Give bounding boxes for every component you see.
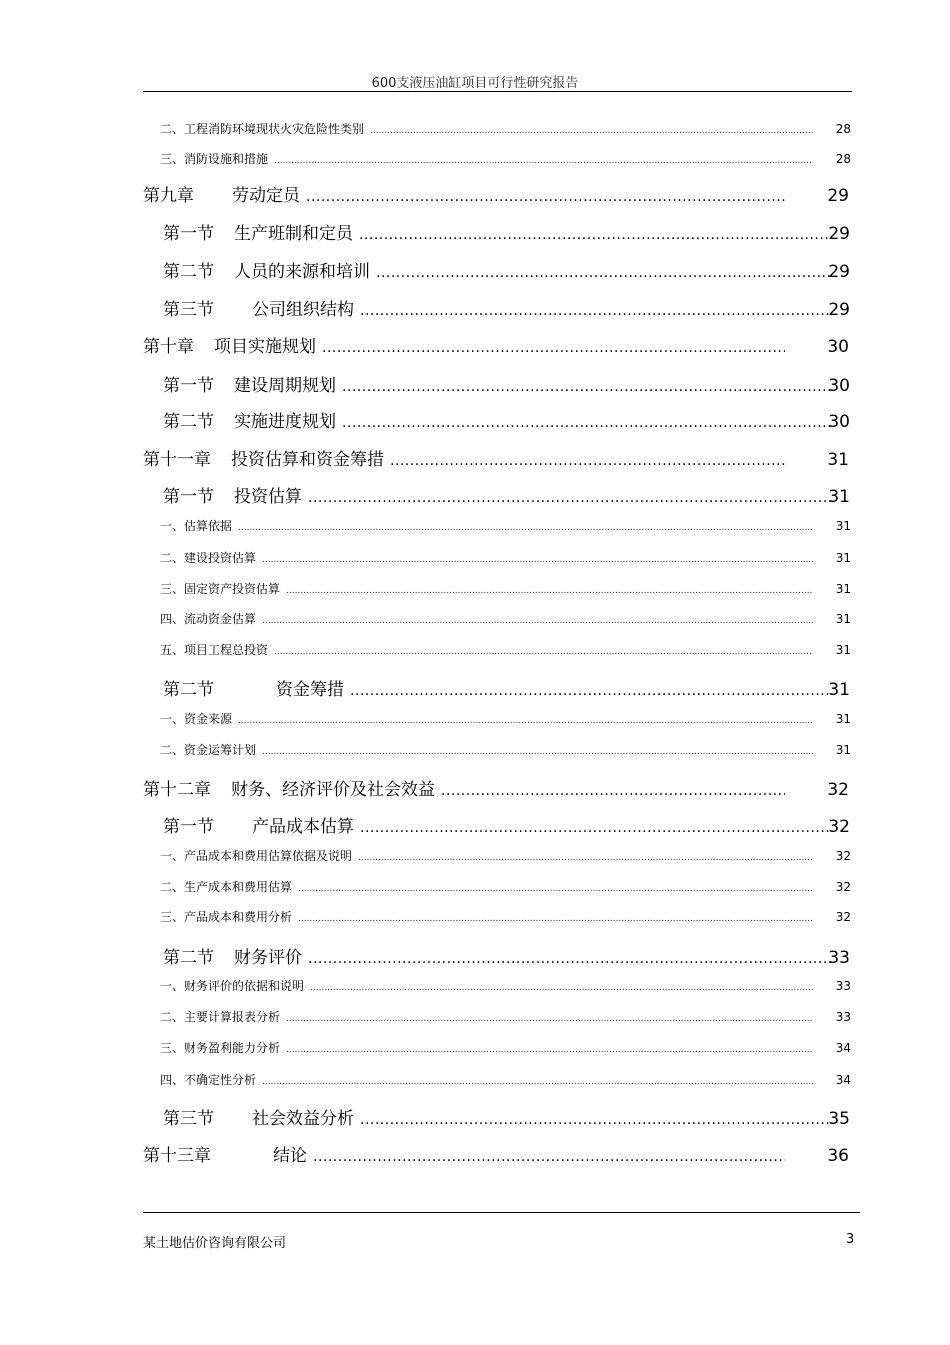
toc-entry-title: 财务评价 <box>234 948 302 968</box>
dot-leader <box>298 884 813 894</box>
toc-entry-label <box>163 407 336 432</box>
toc-entry-label <box>143 1141 307 1166</box>
toc-entry-label <box>163 219 353 244</box>
toc-entry-label <box>160 741 256 758</box>
toc-entry-label <box>160 641 268 658</box>
toc-entry-page-number: 31 <box>835 519 851 533</box>
toc-entry-label <box>143 332 316 357</box>
toc-entry-label <box>160 549 256 566</box>
toc-entry-number: 一、估算依据 <box>160 519 233 533</box>
toc-entry[interactable] <box>160 1008 851 1025</box>
toc-entry-label <box>163 675 344 700</box>
toc-entry-page-number: 32 <box>827 780 849 800</box>
toc-entry[interactable] <box>143 181 849 206</box>
dot-leader <box>262 616 813 626</box>
toc-entry-label <box>143 181 300 206</box>
footer-page-number: 3 <box>846 1232 855 1247</box>
dot-leader <box>262 1077 813 1087</box>
toc-entry[interactable] <box>160 610 851 627</box>
toc-entry[interactable] <box>160 847 851 864</box>
dot-leader <box>360 303 832 319</box>
toc-entry-label <box>143 445 384 470</box>
toc-entry-title: 实施进度规划 <box>234 412 336 432</box>
toc-entry-title: 财务、经济评价及社会效益 <box>231 780 435 800</box>
dot-leader <box>298 914 813 924</box>
toc-entry-number: 第十章 <box>143 337 194 357</box>
dot-leader <box>308 490 832 506</box>
toc-entry-number: 三、固定资产投资估算 <box>160 582 281 596</box>
toc-entry-title: 公司组织结构 <box>252 300 354 320</box>
toc-entry-page-number: 29 <box>827 186 849 206</box>
toc-entry[interactable] <box>163 482 850 507</box>
toc-entry[interactable] <box>163 1104 850 1129</box>
toc-entry-page-number: 31 <box>828 680 850 700</box>
toc-entry-page-number: 31 <box>835 612 851 626</box>
dot-leader <box>274 647 813 657</box>
dot-leader <box>390 453 785 469</box>
toc-entry-number: 三、消防设施和措施 <box>160 152 269 166</box>
toc-entry-label <box>163 943 302 968</box>
toc-entry-label <box>160 847 352 864</box>
toc-entry-page-number: 33 <box>835 1010 851 1024</box>
toc-entry[interactable] <box>163 675 850 700</box>
toc-entry-number: 一、财务评价的依据和说明 <box>160 979 305 993</box>
toc-entry-title: 生产班制和定员 <box>234 224 353 244</box>
footer-company-name: 某土地估价咨询有限公司 <box>143 1236 287 1251</box>
toc-entry-number: 第二节 <box>163 948 214 968</box>
dot-leader <box>342 415 832 431</box>
toc-entry-title: 建设周期规划 <box>234 376 336 396</box>
toc-entry-label <box>163 295 354 320</box>
toc-entry-label <box>163 371 336 396</box>
toc-entry-page-number: 35 <box>828 1109 850 1129</box>
toc-entry-number: 第九章 <box>143 186 194 206</box>
toc-entry-label <box>160 610 256 627</box>
toc-entry-number: 第一节 <box>163 487 214 507</box>
dot-leader <box>313 1149 785 1165</box>
dot-leader <box>342 379 832 395</box>
toc-entry-label <box>160 580 280 597</box>
toc-entry[interactable] <box>160 878 851 895</box>
dot-leader <box>376 265 832 281</box>
toc-entry-title: 投资估算和资金筹措 <box>231 450 384 470</box>
toc-entry[interactable] <box>160 641 851 658</box>
toc-entry-number: 第二节 <box>163 680 214 700</box>
toc-entry-label <box>163 257 370 282</box>
toc-entry-number: 第一节 <box>163 817 214 837</box>
toc-entry[interactable] <box>160 150 851 167</box>
toc-entry-page-number: 33 <box>828 948 850 968</box>
toc-entry-page-number: 29 <box>828 262 850 282</box>
toc-entry-page-number: 28 <box>835 152 851 166</box>
dot-leader <box>308 951 832 967</box>
toc-entry[interactable] <box>143 1141 849 1166</box>
toc-entry[interactable] <box>163 407 850 432</box>
toc-entry-page-number: 28 <box>835 122 851 136</box>
toc-entry-label <box>160 1071 256 1088</box>
toc-entry-label <box>160 710 232 727</box>
toc-entry-number: 四、不确定性分析 <box>160 1073 257 1087</box>
toc-entry-label <box>163 482 302 507</box>
toc-entry[interactable] <box>143 332 849 357</box>
toc-entry-page-number: 31 <box>827 450 849 470</box>
toc-entry-title: 投资估算 <box>234 487 302 507</box>
dot-leader <box>360 1112 832 1128</box>
toc-entry-label <box>160 878 292 895</box>
toc-entry-number: 第一节 <box>163 376 214 396</box>
dot-leader <box>238 523 813 533</box>
toc-entry-number: 四、流动资金估算 <box>160 612 257 626</box>
toc-entry-page-number: 31 <box>835 712 851 726</box>
toc-entry-label <box>143 775 435 800</box>
toc-entry[interactable] <box>160 908 851 925</box>
toc-entry-number: 一、资金来源 <box>160 712 233 726</box>
toc-entry-page-number: 34 <box>835 1041 851 1055</box>
toc-entry[interactable] <box>160 580 851 597</box>
toc-entry-page-number: 31 <box>835 582 851 596</box>
toc-entry-page-number: 32 <box>835 910 851 924</box>
dot-leader <box>262 747 813 757</box>
toc-entry-label <box>163 812 354 837</box>
toc-entry-number: 三、财务盈利能力分析 <box>160 1041 281 1055</box>
toc-entry-number: 二、主要计算报表分析 <box>160 1010 281 1024</box>
dot-leader <box>274 156 813 166</box>
toc-entry-title: 产品成本估算 <box>252 817 354 837</box>
toc-entry-label <box>160 120 364 137</box>
toc-entry[interactable] <box>160 710 851 727</box>
toc-entry-page-number: 31 <box>835 743 851 757</box>
dot-leader <box>358 853 813 863</box>
toc-entry-number: 第三节 <box>163 1109 214 1129</box>
toc-entry-number: 三、产品成本和费用分析 <box>160 910 293 924</box>
toc-entry-label <box>160 908 292 925</box>
toc-entry-page-number: 33 <box>835 979 851 993</box>
toc-entry-number: 一、产品成本和费用估算依据及说明 <box>160 849 353 863</box>
toc-entry[interactable] <box>160 977 851 994</box>
toc-entry[interactable] <box>163 812 850 837</box>
toc-entry-number: 二、建设投资估算 <box>160 551 257 565</box>
toc-entry-page-number: 31 <box>828 487 850 507</box>
toc-entry-label <box>160 1039 280 1056</box>
toc-entry-label <box>160 150 268 167</box>
toc-entry[interactable] <box>160 1039 851 1056</box>
dot-leader <box>262 555 813 565</box>
toc-entry-number: 第二节 <box>163 262 214 282</box>
toc-entry[interactable] <box>160 120 851 137</box>
toc-entry[interactable] <box>163 219 850 244</box>
toc-entry[interactable] <box>163 371 850 396</box>
toc-entry-page-number: 30 <box>828 412 850 432</box>
toc-entry[interactable] <box>160 517 851 534</box>
toc-entry-title: 项目实施规划 <box>214 337 316 357</box>
toc-entry-number: 第一节 <box>163 224 214 244</box>
toc-entry-label <box>160 1008 280 1025</box>
toc-entry[interactable] <box>163 943 850 968</box>
toc-entry[interactable] <box>143 775 849 800</box>
dot-leader <box>286 1045 813 1055</box>
toc-entry-title: 社会效益分析 <box>252 1109 354 1129</box>
toc-entry[interactable] <box>163 295 850 320</box>
toc-entry-number: 第十一章 <box>143 450 211 470</box>
toc-entry-number: 第十三章 <box>143 1146 211 1166</box>
dot-leader <box>306 189 785 205</box>
toc-entry-page-number: 30 <box>828 376 850 396</box>
dot-leader <box>441 783 785 799</box>
footer-rule <box>143 1212 860 1213</box>
toc-entry-label <box>160 517 232 534</box>
toc-entry[interactable] <box>163 257 850 282</box>
toc-entry-page-number: 34 <box>835 1073 851 1087</box>
toc-entry-label <box>163 1104 354 1129</box>
running-header-title: 600支液压油缸项目可行性研究报告 <box>371 76 579 91</box>
toc-entry-page-number: 30 <box>827 337 849 357</box>
toc-entry-title: 结论 <box>273 1146 307 1166</box>
toc-entry-page-number: 31 <box>835 643 851 657</box>
toc-entry-page-number: 32 <box>835 849 851 863</box>
toc-entry[interactable] <box>160 1071 851 1088</box>
dot-leader <box>310 983 813 993</box>
dot-leader <box>360 820 832 836</box>
toc-entry[interactable] <box>160 741 851 758</box>
dot-leader <box>286 586 813 596</box>
toc-entry[interactable] <box>160 549 851 566</box>
toc-entry-number: 第二节 <box>163 412 214 432</box>
dot-leader <box>359 227 832 243</box>
toc-entry[interactable] <box>143 445 849 470</box>
toc-entry-page-number: 32 <box>828 817 850 837</box>
dot-leader <box>286 1014 813 1024</box>
toc-entry-page-number: 29 <box>828 300 850 320</box>
toc-entry-number: 二、资金运筹计划 <box>160 743 257 757</box>
dot-leader <box>238 716 813 726</box>
dot-leader <box>370 126 813 136</box>
dot-leader <box>350 683 832 699</box>
toc-entry-number: 第十二章 <box>143 780 211 800</box>
toc-entry-label <box>160 977 304 994</box>
toc-entry-page-number: 31 <box>835 551 851 565</box>
toc-entry-title: 劳动定员 <box>232 186 300 206</box>
toc-entry-page-number: 29 <box>828 224 850 244</box>
toc-entry-number: 二、工程消防环境现状火灾危险性类别 <box>160 122 365 136</box>
toc-entry-number: 五、项目工程总投资 <box>160 643 269 657</box>
dot-leader <box>322 340 785 356</box>
toc-entry-page-number: 32 <box>835 880 851 894</box>
toc-entry-title: 资金筹措 <box>276 680 344 700</box>
toc-entry-number: 二、生产成本和费用估算 <box>160 880 293 894</box>
toc-entry-number: 第三节 <box>163 300 214 320</box>
toc-entry-page-number: 36 <box>827 1146 849 1166</box>
toc-entry-title: 人员的来源和培训 <box>234 262 370 282</box>
